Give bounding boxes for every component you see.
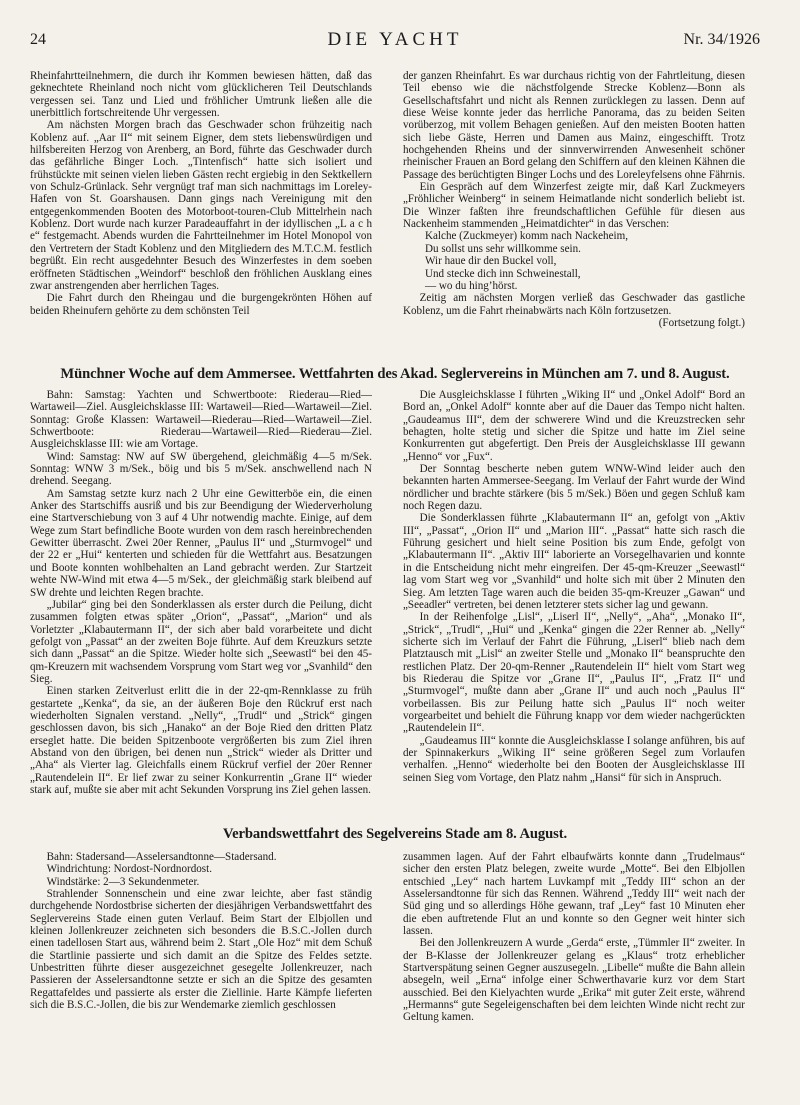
article-top-right-column [403, 70, 745, 340]
verse-line: Und stecke dich inn Schweinestall, [425, 267, 581, 280]
paragraph: In der Reihenfolge „Lisl“, „Liserl II“, „Nelly“, „Aha“, „Monako II“, „Strick“, „Trudl“, „Hui“ und „Kenka“ gingen die 22er Renner ab. „Nelly“ sicherte sich im Verlauf der Fahrt die Führung, „Liserl“ blieb nach dem Platztausch mit „Lisl“ an zweiter Stelle und „Monako II“ beanspruchte den restlichen Platz. Der 20-qm-Renner „Rautendelein II“ hielt vom Start weg bis Riederau die Spitze vor „Grane II“, „Paulus II“, „Fratz II“ und „Sturmvogel“, mußte dann aber „Grane II“ und auch noch „Paulus II“ vorbeilassen. Bis zur Peilung hatte sich „Paulus II“ noch weiter vorgearbeitet und behielt die Führung knapp vor dem wieder nachgerückten „Rautendelein II“. [403, 611, 745, 735]
paragraph: Ein Gespräch auf dem Winzerfest zeigte mir, daß Karl Zuckmeyers „Fröhlicher Weinberg“ in seinem Heimatlande nicht sonderlich beliebt ist. Die Winzer faßten ihre freundschaftlichen Gefühle für diesen aus Nackenheim stammenden „Heimatdichter“ in das Verschen: [403, 181, 745, 231]
paragraph: Rheinfahrtteilnehmern, die durch ihr Kommen bewiesen hätten, daß das geknechtete Rheinland noch nicht vom glücklicheren Teil Deutschlands vergessen sei. Tanz und Lied und fröhlicher Umtrunk ließen alle die unerbittlich fortschreitende Uhr vergessen. [30, 70, 372, 120]
paragraph: Am Samstag setzte kurz nach 2 Uhr eine Gewitterböe ein, die einen Anker des Startschiffs ausriß und bis zur Beendigung der Wiederverholung eine Startverschiebung von 3 auf 4 Uhr notwendig machte. Einige, auf dem Wege zum Start befindliche Boote wurden von dem rasch hereinbrechenden Gewitter überrascht. Zwei 20er Renner, „Paulus II“ und „Sturmvogel“ und der 22 er „Hui“ kenterten und schieden für die Wettfahrt aus. Besatzungen und Boote konnten wohlbehalten an Land gebracht werden. Zur Startzeit wehte NW-Wind mit etwa 4—5 m/Sek., der gleichmäßig stark bleibend auf SW drehte und leichten Regen brachte. [30, 487, 372, 599]
section-heading: Verbandswettfahrt des Segelvereins Stade am 8. August. [222, 826, 568, 842]
page-header [30, 31, 760, 53]
paragraph: Bei den Jollenkreuzern A wurde „Gerda“ erste, „Tümmler II“ zweiter. In der B-Klasse der Jollenkreuzer gelang es „Klaus“ trotz erheblicher Startverspätung seinen Gegner auszusegeln. „Libelle“ mußte die Bahn allein absegeln, weil „Erna“ infolge einer Schwerthavarie kurz vor dem Start ausschied. Bei den Kielyachten wurde „Erika“ mit guter Zeit erste, während „Hermanns“ gute Segeleigenschaften bei dem leichten Winde nicht recht zur Geltung kamen. [403, 937, 745, 1024]
ammersee-left-column [30, 389, 372, 807]
paragraph: Strahlender Sonnenschein und eine zwar leichte, aber fast ständig durchgehende Nordostbrise sicherten der diesjährigen Verbandswettfahrt des Seglervereins Stade einen guten Verlauf. Beim Start der Elbjollen und kleinen Jollenkreuzer zeichneten sich besonders die B.S.C.-Jollen durch einen tadellosen Start aus, während beim 2. Start „Ole Hoz“ mit dem Schuß die Startlinie passierte und sich damit an die Spitze des Feldes setzte. Unbestritten führte dieser ausgezeichnet gesegelte Jollenkreuzer, nach Passieren der Asselersandtonne setzte er sich an die Spitze des gesamten Regattafeldes und passierte als erster die Ziellinie. Harte Kämpfe lieferten sich die B.S.C.-Jollen, die bis zur Wendemarke ziemlich geschlossen [30, 888, 372, 1012]
paragraph: Der Sonntag bescherte neben gutem WNW-Wind leider auch den bekannten harten Ammersee-Seegang. Im Verlauf der Fahrt wurde der Wind nördlicher und brachte stärkere (bis 5 m/Sek.) Böen und gegen Schluß kam noch Regen dazu. [403, 463, 745, 513]
paragraph: der ganzen Rheinfahrt. Es war durchaus richtig von der Fahrtleitung, diesen Teil ebenso wie die nächstfolgende Strecke Koblenz—Bonn als Gesellschaftsfahrt und nicht als Rennen zurücklegen zu lassen. Denn auf diese Weise konnte jeder das herrliche Panorama, das zu beiden Seiten vorüberzog, mit vollem Behagen genießen. Auf den meisten Booten hatten sich liebe Gäste, Herren und Damen aus Mainz, eingeschifft. Trotz hochgehenden Rheins und der sinnverwirrenden Anwesenheit schöner rheinischer Frauen an Bord gelang den Schiffern auf den kleinen Kähnen die Passage des berüchtigten Binger Lochs und des Loreleyfelsens ohne Fährnis. [403, 70, 745, 181]
paragraph: Die Fahrt durch den Rheingau und die burgengekrönten Höhen auf beiden Rheinufern gehörte zu dem schönsten Teil [30, 292, 372, 317]
article-top-left-column [30, 70, 372, 340]
paragraph: Am nächsten Morgen brach das Geschwader schon frühzeitig nach Koblenz auf. „Aar II“ mit seinem Eigner, dem stets liebenswürdigen und hilfsbereiten Herzog von Arenberg, an Bord, führte das Geschwader durch das gefährliche Binger Loch. „Tintenfisch“ hatte sich isoliert und frühstückte mit seinen vielen lieben Gästen recht ergiebig in den Sektkellern von Schulz-Grünlack. Sehr vergnügt traf man sich nachmittags im Loreley-Hafen von St. Goarshausen. Dann gings nach Vereinigung mit den entgegenkommenden Booten des Motorboot-touren-Club Mittelrhein nach Koblenz. Dort wurde nach kurzer Paradeauffahrt in der idyllischen „L a c h e“ festgemacht. Abends wurden die Fahrtteilnehmer im Hotel Monopol von den Vertretern der Stadt Koblenz und den Mitgliedern des M.T.C.M. festlich begrüßt. Ein recht ausgedehnter Besuch des Winzerfestes in dem soeben eröffneten Städtischen „Weindorf“ beschloß den fröhlichen Ausklang eines zwar anstrengenden aber herrlichen Tages. [30, 119, 372, 292]
verse-line: Kalche (Zuckmeyer) komm nach Nackeheim, [425, 230, 628, 243]
ammersee-right-column [403, 389, 745, 807]
paragraph: Die Sonderklassen führte „Klabautermann II“ an, gefolgt von „Aktiv III“, „Passat“, „Orion II“ und „Marion III“. „Passat“ hatte sich rasch die Führung gesichert und hielt seine Position bis zum Ende, gefolgt von „Klabautermann II“. „Aktiv III“ laborierte an Vorsegelhavarien und konnte in die Entscheidung nicht mehr eingreifen. Der 45-qm-Kreuzer „Seewastl“ lag vom Start weg vor „Svanhild“ und holte sich mit über 2 Minuten den Sieg. Am letzten Tage waren auch die beiden 35-qm-Kreuzer „Gawan“ und „Seeadler“ vertreten, bei denen letzterer stets sicher lag und gewann. [403, 512, 745, 611]
wind-strength-line: Windstärke: 2—3 Sekundenmeter. [46, 875, 200, 888]
stade-right-column [403, 851, 745, 1081]
continued-note: (Fortsetzung folgt.) [658, 316, 745, 329]
paragraph: „Jubilar“ ging bei den Sonderklassen als erster durch die Peilung, dicht zusammen folgten etwas später „Orion“, „Passat“, „Marion“ und als Vorletzter „Klabautermann II“, der sich aber bald vorarbeitete und dicht gefolgt von „Passat“ an der zweiten Boje führte. Auf dem Kreuzkurs setzte sich dann „Passat“ an die Spitze. Wieder holte sich „Seewastl“ bei den 45-qm-Kreuzern mit wachsendem Vorsprung vom Start weg vor „Svanhild“ den Sieg. [30, 598, 372, 685]
magazine-title: DIE YACHT [327, 29, 463, 50]
paragraph: Zeitig am nächsten Morgen verließ das Geschwader das gastliche Koblenz, um die Fahrt rheinabwärts nach Köln fortzusetzen. [403, 292, 745, 317]
stade-left-column [30, 851, 372, 1081]
issue-number: Nr. 34/1926 [683, 31, 760, 48]
paragraph: Bahn: Samstag: Yachten und Schwertboote: Riederau—Ried—Wartaweil—Ziel. Ausgleichsklasse III: Wartaweil—Ried—Wartaweil—Ziel. Sonntag: Große Klassen: Wartaweil—Riederau—Ried—Wartaweil—Ziel. Schwertboote: Riederau—Wartaweil—Ried—Riederau—Ziel. Ausgleichsklasse III: wie am Vortage. [30, 389, 372, 451]
paragraph: zusammen lagen. Auf der Fahrt elbaufwärts konnte dann „Trudelmaus“ sicher den ersten Platz belegen, zweite wurde „Motte“. Bei den Elbjollen entschied „Ley“ nach hartem Luvkampf mit „Teddy III“ schon an der Asselersandtonne für sich das Rennen. Während „Teddy III“ weit nach der Süd ging und so allerdings Höhe gewann, traf „Ley“ fast 10 Minuten eher die eben auftretende Flut an und konnte so den Gegner weit hinter sich lassen. [403, 851, 745, 938]
verse-line: Wir haue dir den Buckel voll, [425, 255, 557, 268]
wind-direction-line: Windrichtung: Nordost-Nordnordost. [46, 863, 212, 876]
section-heading: Münchner Woche auf dem Ammersee. Wettfahrten des Akad. Seglervereins in München am 7. und 8. August. [60, 366, 730, 382]
paragraph: Wind: Samstag: NW auf SW übergehend, gleichmäßig 4—5 m/Sek. Sonntag: WNW 3 m/Sek., böig und bis 5 m/Sek. anschwellend nach N drehend. Seegang. [30, 450, 372, 488]
paragraph: Die Ausgleichsklasse I führten „Wiking II“ und „Onkel Adolf“ Bord an Bord an, „Onkel Adolf“ konnte aber auf die Dauer das Tempo nicht halten. „Gaudeamus III“, dem der schwerere Wind und die Kreuzstrecken sehr behagten, holte stetig und sicher die Spitze und hatte im Ziel seine Konkurrenten gut abgefertigt. Den Preis der Ausgleichsklasse III gewann „Henno“ vor „Fux“. [403, 389, 745, 463]
verse-line: Du sollst uns sehr willkomme sein. [425, 242, 581, 255]
page-number: 24 [30, 31, 46, 48]
course-line: Bahn: Stadersand—Asselersandtonne—Stadersand. [46, 851, 277, 863]
verse-line: — wo du hing’hörst. [425, 279, 518, 292]
paragraph: Einen starken Zeitverlust erlitt die in der 22-qm-Rennklasse zu früh gestartete „Kenka“, da sie, an der äußeren Boje den Rückruf erst nach wiederholten Signalen verstand. „Nelly“, „Trudl“ und „Strick“ gingen geschlossen davon, bis sich „Hanako“ an der Boje Ried den dritten Platz erseglet hatte. Die beiden Spitzenboote vergrößerten bis zum Ziel ihren Abstand von den übrigen, bei denen nun „Strick“ wieder als Dritter und „Aha“ als Vierter lag. Gleichfalls einem Rückruf verfiel der 20er Renner „Rautendelein II“. Er lief zwar zu seiner Konkurrentin „Grane II“ wieder stark auf, mußte sie aber mit acht Sekunden Vorsprung ins Ziel gehen lassen. [30, 685, 372, 796]
paragraph: „Gaudeamus III“ konnte die Ausgleichsklasse I solange anführen, bis auf der Spinnakerkurs „Wiking II“ seine größeren Segel zum Vorlaufen verhalfen. „Henno“ wiederholte bei den Booten der Ausgleichsklasse III seinen Sieg vom Vortage, den Platz nahm „Hansi“ für sich in Anspruch. [403, 734, 745, 784]
